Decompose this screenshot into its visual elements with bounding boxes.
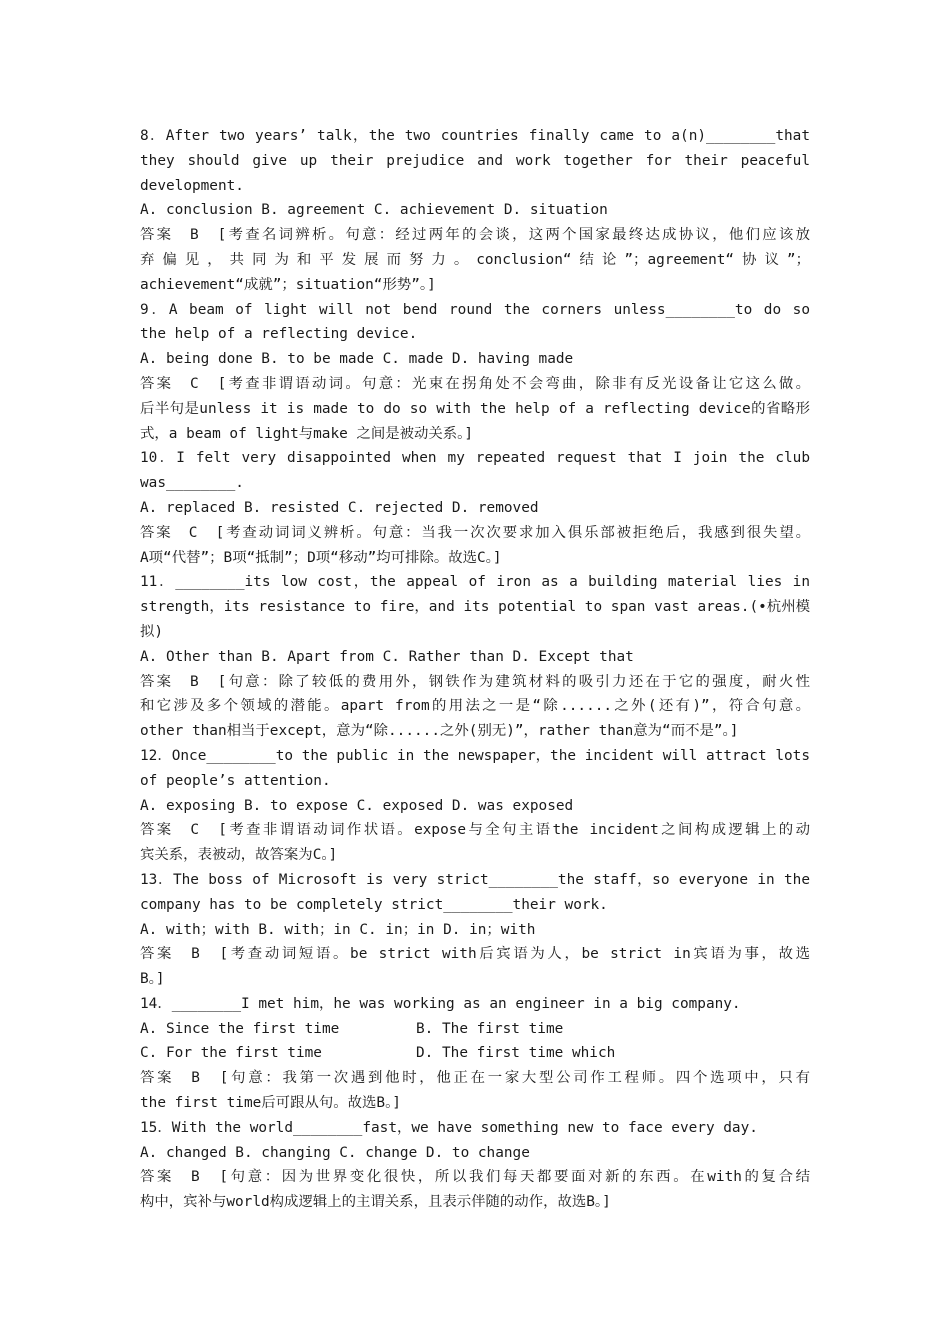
question-text-line: 10．I felt very disappointed when my repeated request that I join the club [140,450,810,467]
answer-explanation-line: 答案 B [考查动词短语。be strict with后宾语为人，be strict in宾语为事，故选 [140,946,810,963]
question-text-line: the help of a reflecting device. [140,326,418,343]
answer-explanation-line: 答案 C [考查动词词义辨析。句意：当我一次次要求加入俱乐部被拒绝后，我感到很失望。 [140,524,810,541]
answer-explanation-line: 和它涉及多个领域的潜能。apart from的用法之一是“除......之外(还有)”，符合句意。 [140,698,810,715]
question-14 [140,992,810,1116]
question-13 [140,868,810,992]
question-text-line: 11．________its low cost，the appeal of iron as a building material lies in [140,574,810,591]
question-text-line: strength，its resistance to fire，and its potential to span vast areas.(•杭州模 [140,599,810,616]
answer-explanation-line: the first time后可跟从句。故选B。] [140,1095,401,1112]
answer-options: A. replaced B. resisted C. rejected D. removed [140,499,539,516]
question-11 [140,570,810,744]
answer-options-row [140,1017,810,1042]
question-9 [140,298,810,447]
question-text-line: 14．________I met him，he was working as an engineer in a big company. [140,995,741,1012]
answer-explanation-line: 答案 C [考查非谓语动词。句意：光束在拐角处不会弯曲，除非有反光设备让它这么做。 [140,375,810,392]
answer-explanation-line: 后半句是unless it is made to do so with the help of a reflecting device的省略形 [140,400,810,417]
answer-options: A. being done B. to be made C. made D. having made [140,351,574,368]
option-c: C. For the first time [140,1045,322,1062]
question-text-line: they should give up their prejudice and work together for their peaceful [140,152,810,169]
answer-explanation-line: 弃偏见，共同为和平发展而努力。conclusion“结论”；agreement“协议”； [140,251,810,268]
answer-explanation-line: B。] [140,971,165,988]
question-text-line: 15．With the world________fast，we have something new to face every day. [140,1119,758,1136]
answer-explanation-line: achievement“成就”；situation“形势”。] [140,276,436,293]
answer-explanation-line: 答案 B [句意：我第一次遇到他时，他正在一家大型公司作工程师。四个选项中，只有 [140,1070,810,1087]
answer-options: A. conclusion B. agreement C. achievement D. situation [140,202,608,219]
exercise-page [140,124,810,1215]
answer-options: A. changed B. changing C. change D. to change [140,1144,530,1161]
answer-options-row [140,1041,810,1066]
question-text-line: 9．A beam of light will not bend round the corners unless________to do so [140,301,810,318]
question-text-line: 8．After two years’ talk，the two countries finally came to a(n)________that [140,128,810,144]
answer-explanation-line: 式，a beam of light与make 之间是被动关系。] [140,425,474,442]
answer-explanation-line: A项“代替”；B项“抵制”；D项“移动”均可排除。故选C。] [140,549,502,566]
question-8 [140,124,810,298]
answer-explanation-line: 答案 B [考查名词辨析。句意：经过两年的会谈，这两个国家最终达成协议，他们应该放 [140,227,810,244]
answer-explanation-line: 答案 B [句意：因为世界变化很快，所以我们每天都要面对新的东西。在with的复合结 [140,1169,810,1186]
question-text-line: 13．The boss of Microsoft is very strict________the staff，so everyone in the [140,871,810,888]
answer-explanation-line: 答案 C [考查非谓语动词作状语。expose与全句主语the incident之间构成逻辑上的动 [140,822,810,839]
answer-options: A. exposing B. to expose C. exposed D. was exposed [140,797,574,814]
question-15 [140,1116,810,1215]
option-b: B. The first time [416,1020,564,1037]
answer-explanation-line: 构中，宾补与world构成逻辑上的主谓关系，且表示伴随的动作，故选B。] [140,1194,611,1211]
answer-options: A. Other than B. Apart from C. Rather than D. Except that [140,648,634,665]
answer-explanation-line: 答案 B [句意：除了较低的费用外，钢铁作为建筑材料的吸引力还在于它的强度，耐火性 [140,673,810,690]
answer-explanation-line: other than相当于except，意为“除......之外(别无)”，rather than意为“而不是”。] [140,723,739,740]
answer-explanation-line: 宾关系，表被动，故答案为C。] [140,847,338,864]
question-text-line: of people’s attention. [140,772,331,789]
question-12 [140,744,810,868]
option-d: D. The first time which [416,1045,616,1062]
option-a: A. Since the first time [140,1020,340,1037]
question-10 [140,446,810,570]
question-text-line: 12．Once________to the public in the newspaper，the incident will attract lots [140,747,810,764]
question-text-line: development. [140,177,244,194]
answer-options: A. with；with B. with；in C. in；in D. in；with [140,921,536,938]
question-text-line: was________. [140,475,244,492]
question-text-line: 拟) [140,623,164,640]
question-text-line: company has to be completely strict________their work. [140,896,608,913]
